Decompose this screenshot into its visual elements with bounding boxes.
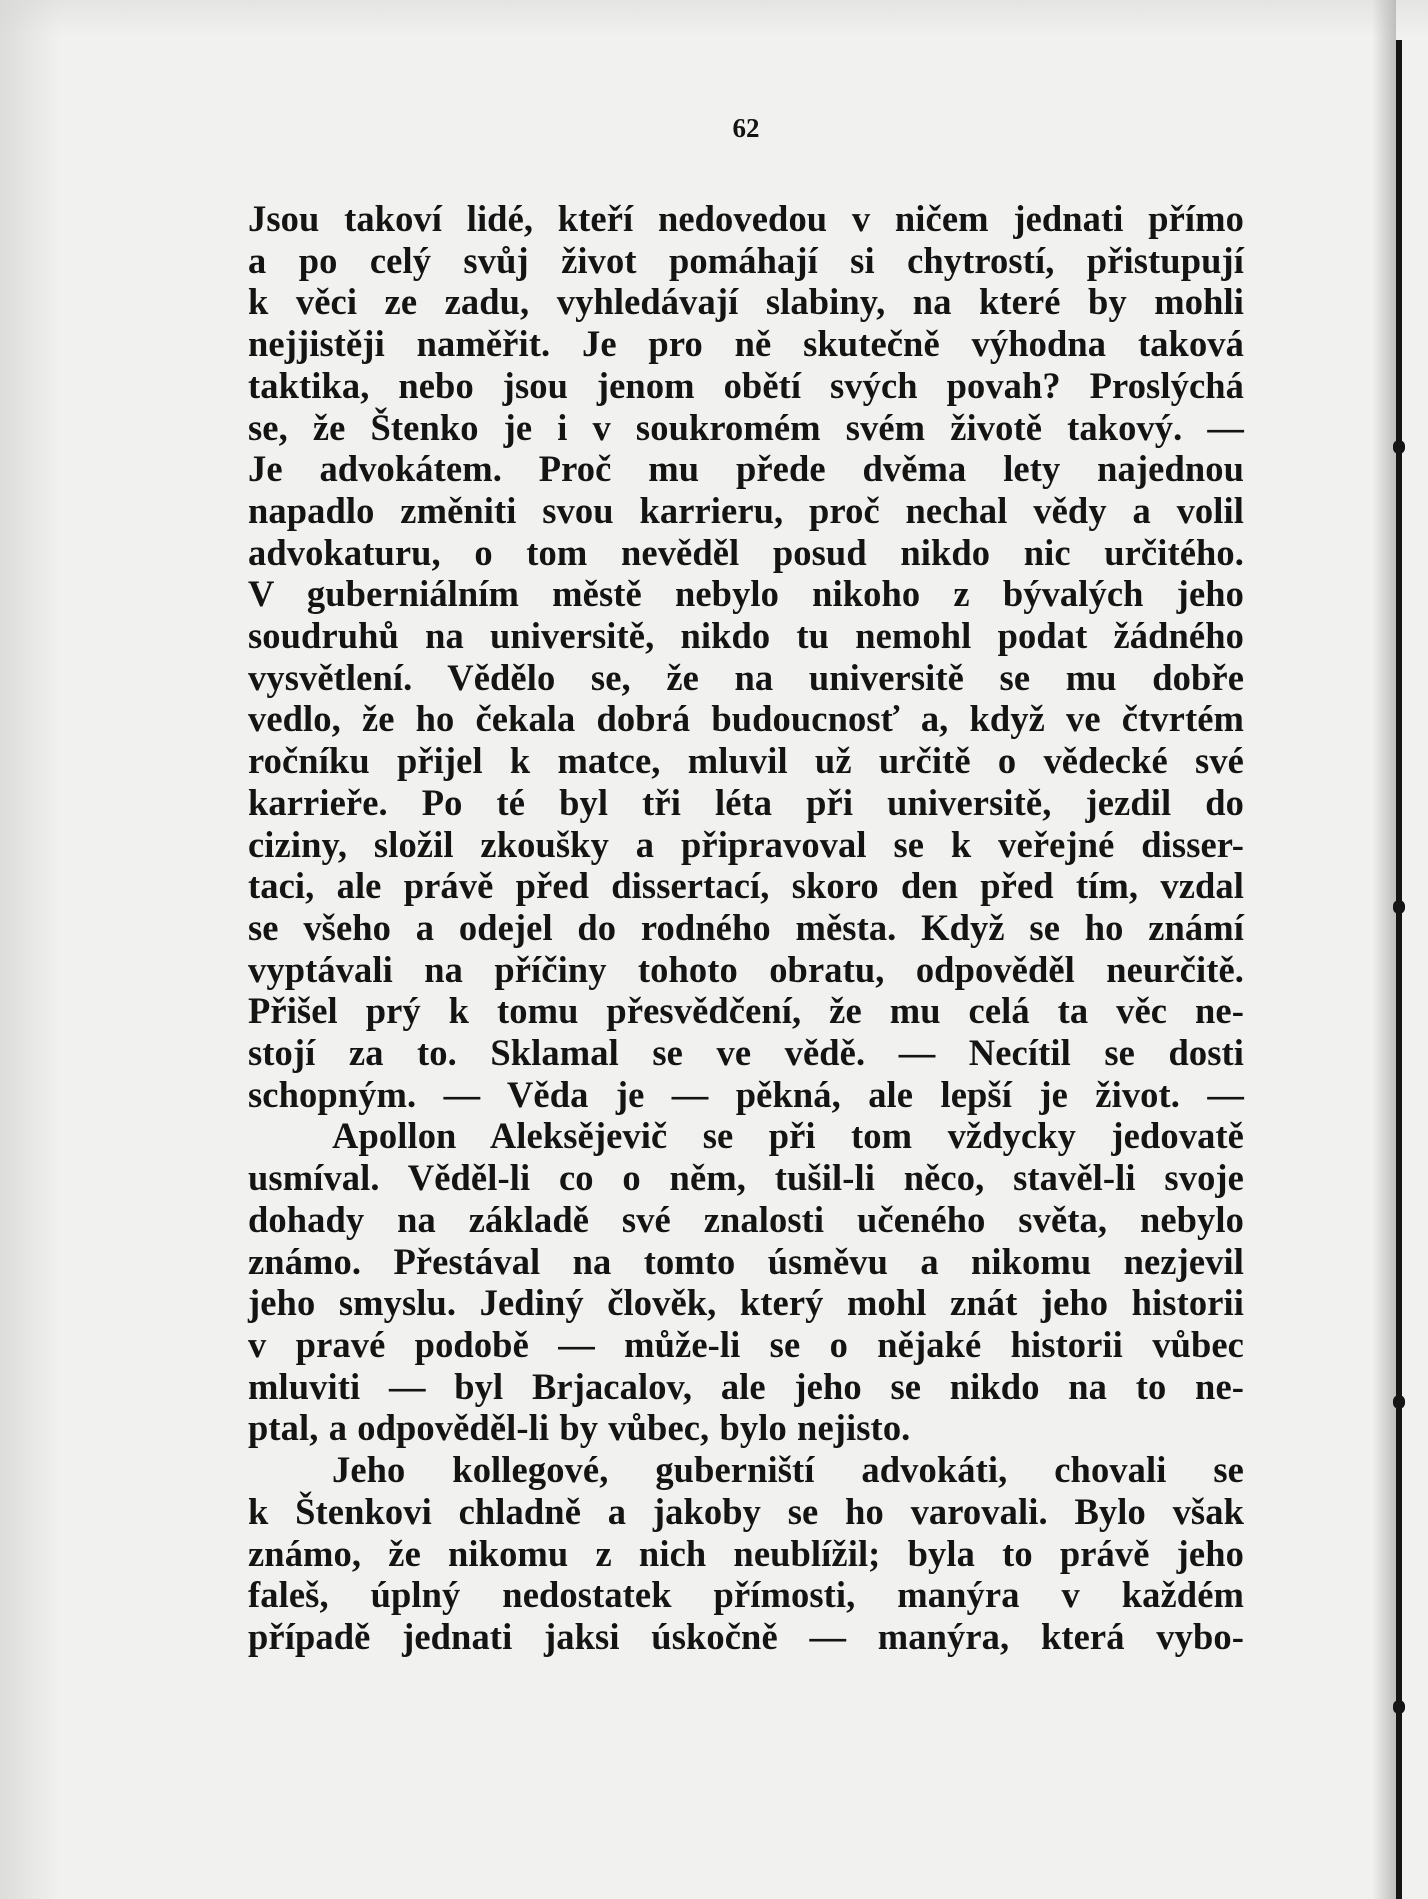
text-line: ptal, a odpověděl-li by vůbec, bylo nejisto. <box>248 1407 911 1449</box>
text-line: známo. Přestával na tomto úsměvu a nikomu nezjevil <box>248 1240 1244 1282</box>
text-line: karrieře. Po té byl tři léta při universitě, jezdil do <box>248 781 1244 823</box>
text-line: taktika, nebo jsou jenom obětí svých povah? Proslýchá <box>248 364 1244 406</box>
text-line: k Štenkovi chladně a jakoby se ho varovali. Bylo však <box>248 1490 1244 1532</box>
text-line: se všeho a odejel do rodného města. Když se ho známí <box>248 906 1244 948</box>
text-line: vyptávali na příčiny tohoto obratu, odpověděl neurčitě. <box>248 948 1244 990</box>
text-line: usmíval. Věděl-li co o něm, tušil-li něco, stavěl-li svoje <box>248 1157 1244 1199</box>
left-edge-shadow <box>0 0 60 1899</box>
text-line: nejjistěji naměřit. Je pro ně skutečně výhodna taková <box>248 323 1244 365</box>
binding-mark <box>1393 1700 1405 1714</box>
text-line: jeho smyslu. Jediný člověk, který mohl znát jeho historii <box>248 1282 1244 1324</box>
text-line: taci, ale právě před dissertací, skoro den před tím, vzdal <box>248 865 1244 907</box>
text-line: ciziny, složil zkoušky a připravoval se k veřejné disser- <box>248 823 1244 865</box>
text-line: Přišel prý k tomu přesvědčení, že mu celá ta věc ne- <box>248 990 1244 1032</box>
text-line: soudruhů na universitě, nikdo tu nemohl podat žádného <box>248 615 1244 657</box>
binding-mark <box>1393 440 1405 454</box>
text-line: stojí za to. Sklamal se ve vědě. — Necítil se dosti <box>248 1032 1244 1074</box>
text-line: Apollon Aleksějevič se při tom vždycky jedovatě <box>332 1115 1244 1157</box>
text-line: mluviti — byl Brjacalov, ale jeho se nikdo na to ne- <box>248 1365 1244 1407</box>
text-line: faleš, úplný nedostatek přímosti, manýra v každém <box>248 1574 1244 1616</box>
binding-mark <box>1393 1395 1405 1409</box>
text-line: Je advokátem. Proč mu přede dvěma lety najednou <box>248 448 1244 490</box>
page-number: 62 <box>732 113 760 143</box>
text-line: se, že Štenko je i v soukromém svém životě takový. — <box>248 406 1244 448</box>
top-edge-shadow <box>0 0 1428 36</box>
binding-mark <box>1393 900 1405 914</box>
text-line: vysvětlení. Vědělo se, že na universitě se mu dobře <box>248 656 1244 698</box>
text-line: známo, že nikomu z nich neublížil; byla to právě jeho <box>248 1532 1244 1574</box>
text-line: Jeho kollegové, guberniští advokáti, chovali se <box>332 1449 1244 1491</box>
text-line: napadlo změniti svou karrieru, proč nechal vědy a volil <box>248 489 1244 531</box>
text-line: vedlo, že ho čekala dobrá budoucnosť a, když ve čtvrtém <box>248 698 1244 740</box>
text-line: k věci ze zadu, vyhledávají slabiny, na které by mohli <box>248 281 1244 323</box>
text-line: Jsou takoví lidé, kteří nedovedou v ničem jednati přímo <box>248 198 1244 239</box>
text-line: dohady na základě své znalosti učeného světa, nebylo <box>248 1198 1244 1240</box>
text-line: případě jednati jaksi úskočně — manýra, která vybo- <box>248 1615 1244 1657</box>
text-line: v pravé podobě — může-li se o nějaké historii vůbec <box>248 1323 1244 1365</box>
page-content <box>248 108 1244 1658</box>
text-line: advokaturu, o tom nevěděl posud nikdo nic určitého. <box>248 531 1244 573</box>
body-text <box>248 198 1244 1658</box>
text-line: ročníku přijel k matce, mluvil už určitě o vědecké své <box>248 740 1244 782</box>
right-binding-edge <box>1396 40 1402 1899</box>
text-line: a po celý svůj život pomáhají si chytrostí, přistupují <box>248 239 1244 281</box>
text-line: V guberniálním městě nebylo nikoho z bývalých jeho <box>248 573 1244 615</box>
text-line: schopným. — Věda je — pěkná, ale lepší je život. — <box>248 1073 1244 1115</box>
right-edge-shadow <box>1372 0 1396 1899</box>
